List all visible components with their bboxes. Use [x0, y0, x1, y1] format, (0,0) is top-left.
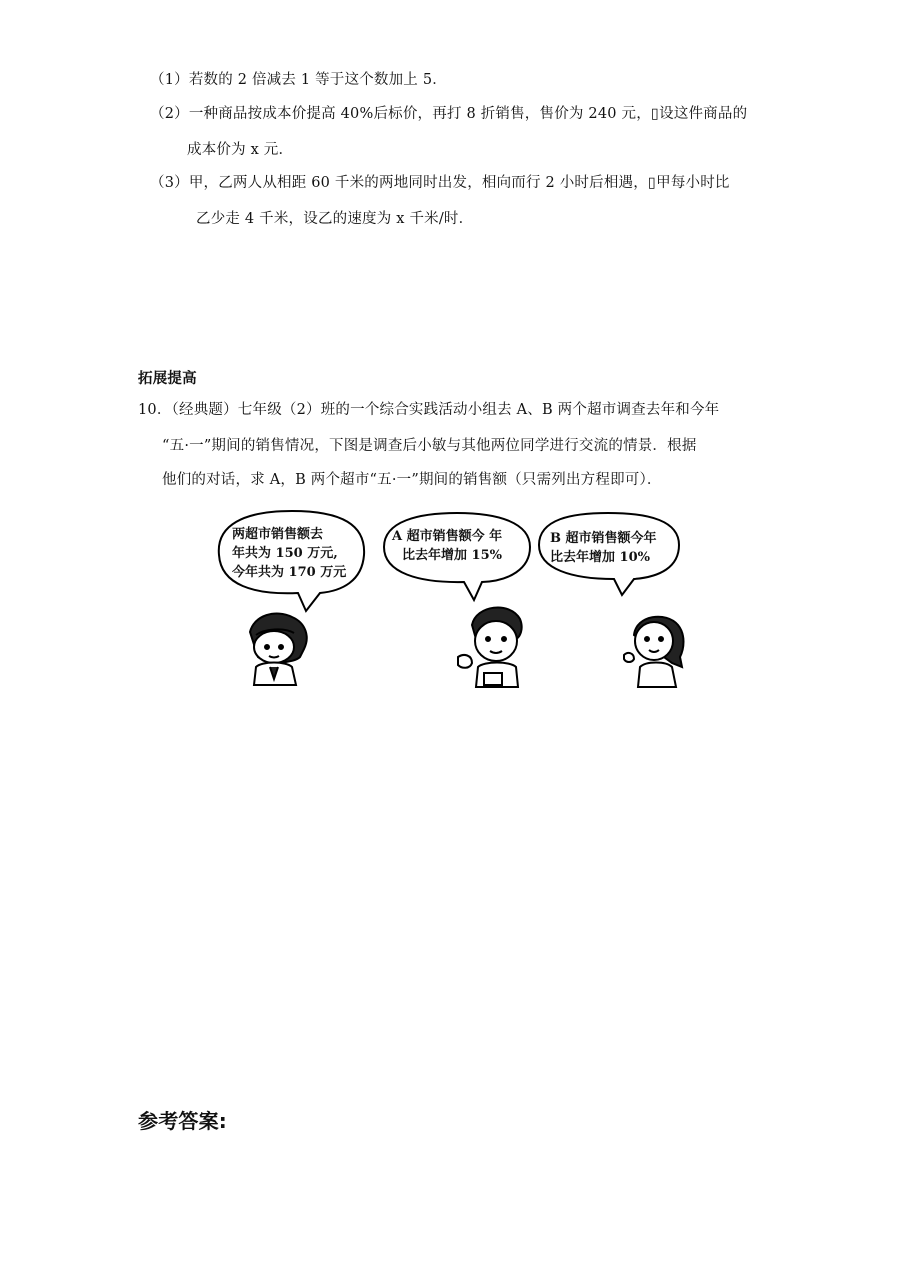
item-3: （3）甲，乙两人从相距 60 千米的两地同时出发，相向而行 2 小时后相遇，▯甲每小时比 [150, 175, 730, 191]
student-boy-middle-figure [458, 608, 522, 687]
problem-10-line-1: 10．（经典题）七年级（2）班的一个综合实践活动小组去 A、B 两个超市调查去年和今年 [138, 402, 720, 418]
bubble-1-line-2: 年共为 150 万元, [232, 546, 338, 561]
problem-10-line-2: “五·一”期间的销售情况，下图是调查后小敏与其他两位同学进行交流的情景．根据 [162, 438, 697, 454]
student-girl-left-figure [250, 613, 307, 685]
bubble-3-line-1: B 超市销售额今年 [550, 531, 657, 546]
bubble-3-line-2: 比去年增加 10% [550, 550, 650, 565]
bubble-2-line-1: A 超市销售额今 年 [392, 529, 503, 544]
item-1: （1）若数的 2 倍减去 1 等于这个数加上 5． [150, 72, 447, 88]
bubble-1-line-1: 两超市销售额去 [232, 527, 324, 542]
item-2-continuation: 成本价为 x 元． [187, 142, 294, 158]
item-3-continuation: 乙少走 4 千米，设乙的速度为 x 千米/时． [196, 211, 474, 227]
dialogue-illustration [214, 507, 689, 692]
speech-bubble-3 [539, 513, 679, 595]
bubble-1-line-3: 今年共为 170 万元 [232, 565, 347, 580]
speech-bubble-2 [384, 513, 530, 600]
answer-heading: 参考答案: [138, 1109, 227, 1133]
bubble-2-line-2: 比去年增加 15% [402, 548, 502, 563]
item-2: （2）一种商品按成本价提高 40%后标价，再打 8 折销售，售价为 240 元，▯设这件商品的 [150, 106, 748, 122]
student-girl-right-figure [624, 617, 684, 687]
problem-10-line-3: 他们的对话，求 A，B 两个超市“五·一”期间的销售额（只需列出方程即可）． [162, 472, 662, 488]
speech-bubble-1 [219, 511, 364, 611]
section-heading: 拓展提高 [138, 371, 197, 387]
